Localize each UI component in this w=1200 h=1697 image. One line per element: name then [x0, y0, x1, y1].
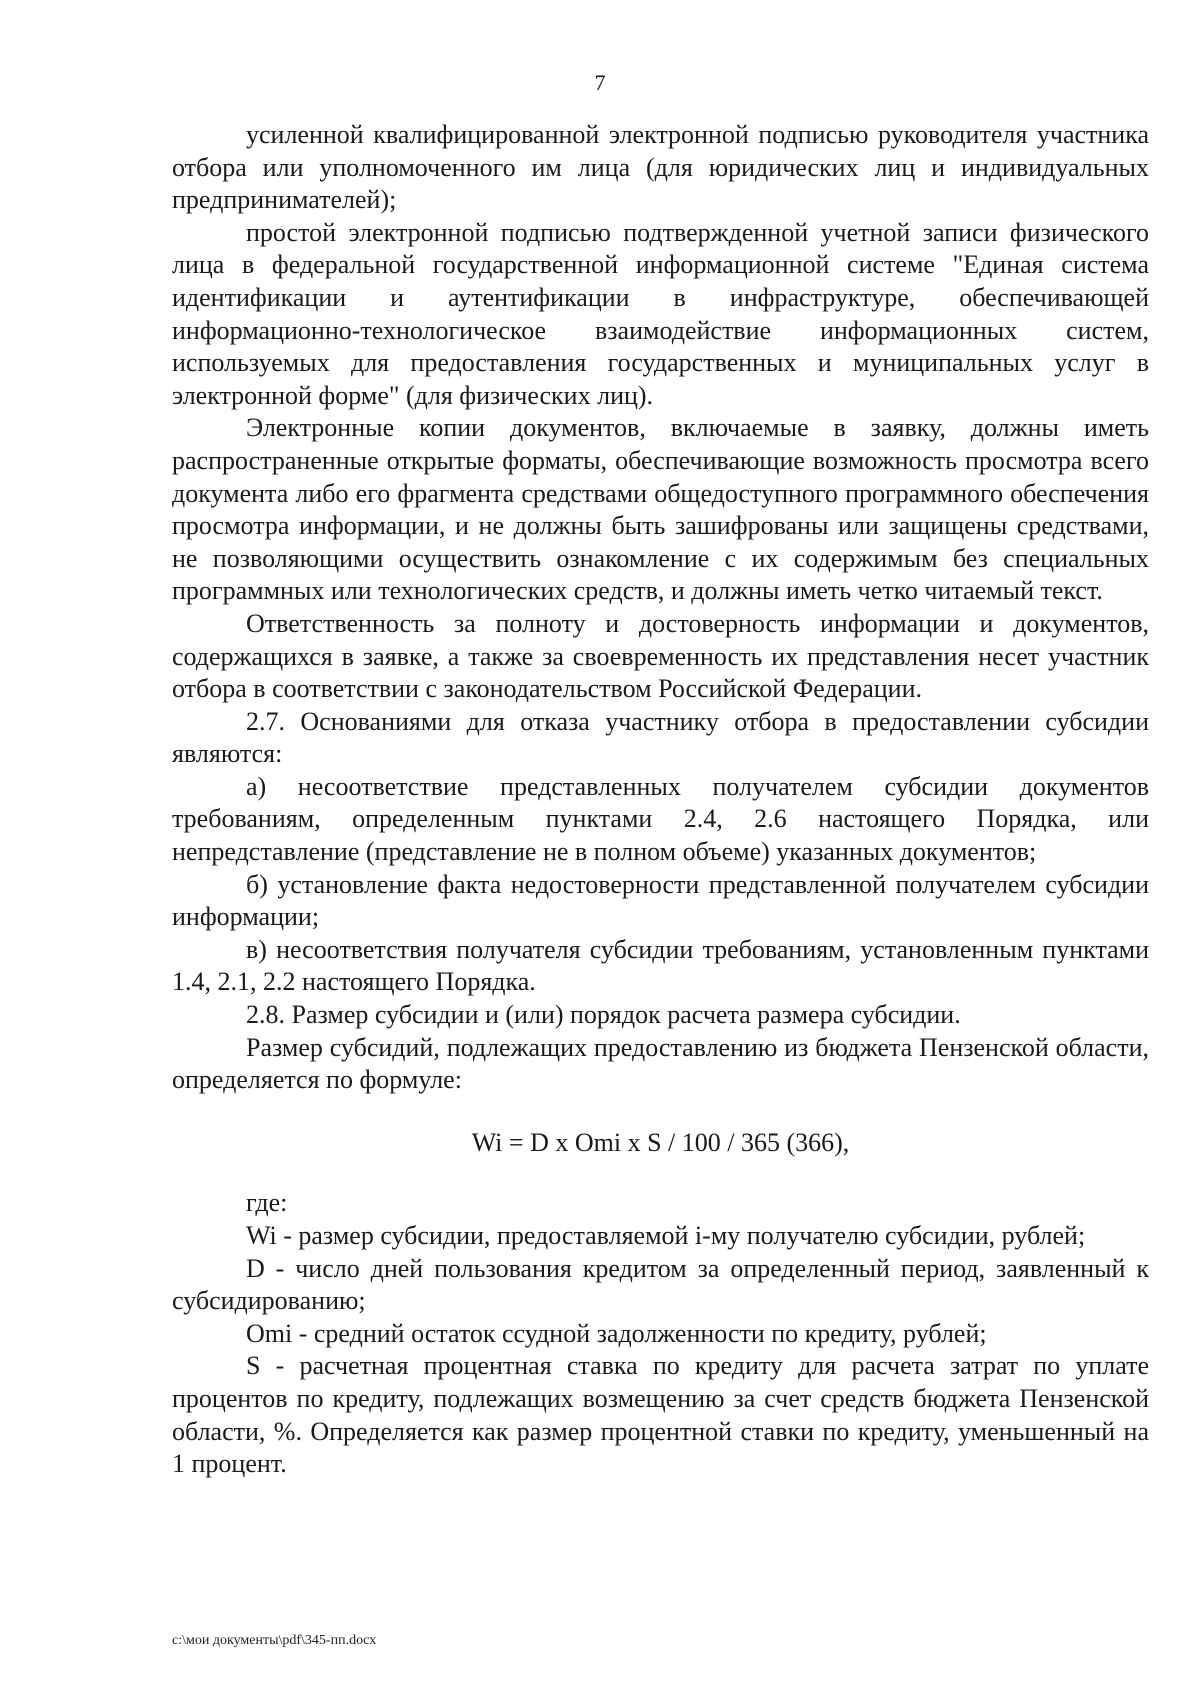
subsidy-formula — [172, 1127, 1149, 1160]
paragraph-item-a: а) несоответствие представленных получателем субсидии документов требованиям, определенным пунктами 2.4, 2.6 настоящего Порядка, или непредставление (представление не в полном объеме) указанных документов; — [172, 771, 1149, 867]
paragraph-simple-signature: простой электронной подписью подтвержденной учетной записи физического лица в федеральной государственной информационной системе "Единая система идентификации и аутентификации в инфраструктуре, обеспечивающей информационно-технологическое взаимодействие информационных систем, используемых для предоставления государственных и муниципальных услуг в электронной форме" (для физических лиц). — [172, 217, 1149, 410]
footer-file-path: c:\мои документы\pdf\345-пп.docx — [172, 1633, 377, 1648]
paragraph-def-omi: Omi - средний остаток ссудной задолженности по кредиту, рублей; — [246, 1318, 987, 1348]
formula-text: Wi = D x Omi x S / 100 / 365 (366), — [471, 1127, 850, 1157]
paragraph-def-d: D - число дней пользования кредитом за определенный период, заявленный к субсидированию; — [172, 1253, 1149, 1316]
paragraph-2-8-subsidy-size: 2.8. Размер субсидии и (или) порядок расчета размера субсидии. — [246, 1000, 961, 1030]
paragraph-electronic-copies: Электронные копии документов, включаемые в заявку, должны иметь распространенные открытые форматы, обеспечивающие возможность просмотра всего документа либо его фрагмента средствами общедоступного программного обеспечения просмотра информации, и не должны быть зашифрованы или защищены средствами, не позволяющими осуществить ознакомление с их содержимым без специальных программных или технологических средств, и должны иметь четко читаемый текст. — [172, 413, 1149, 606]
paragraph-item-b: б) установление факта недостоверности представленной получателем субсидии информации; — [172, 869, 1149, 932]
document-body — [172, 119, 1149, 1481]
paragraph-qualified-signature: усиленной квалифицированной электронной подписью руководителя участника отбора или уполномоченного им лица (для юридических лиц и индивидуальных предпринимателей); — [172, 120, 1149, 215]
paragraph-2-7-refusal-grounds: 2.7. Основаниями для отказа участнику отбора в предоставлении субсидии являются: — [172, 706, 1149, 769]
paragraph-formula-intro: Размер субсидий, подлежащих предоставлению из бюджета Пензенской области, определяется по формуле: — [172, 1032, 1149, 1095]
page-number: 7 — [594, 70, 606, 95]
paragraph-def-wi: Wi - размер субсидии, предоставляемой i-му получателю субсидии, рублей; — [246, 1221, 1086, 1250]
paragraph-responsibility: Ответственность за полноту и достоверность информации и документов, содержащихся в заявке, а также за своевременность их представления несет участник отбора в соответствии с законодательством Российской Федерации. — [172, 608, 1149, 704]
paragraph-item-c: в) несоответствия получателя субсидии требованиям, установленным пунктами 1.4, 2.1, 2.2 настоящего Порядка. — [172, 934, 1149, 997]
paragraph-def-s: S - расчетная процентная ставка по кредиту для расчета затрат по уплате процентов по кредиту, подлежащих возмещению за счет средств бюджета Пензенской области, %. Определяется как размер процентной ставки по кредиту, уменьшенный на 1 процент. — [172, 1351, 1149, 1479]
paragraph-where: где: — [246, 1188, 288, 1218]
